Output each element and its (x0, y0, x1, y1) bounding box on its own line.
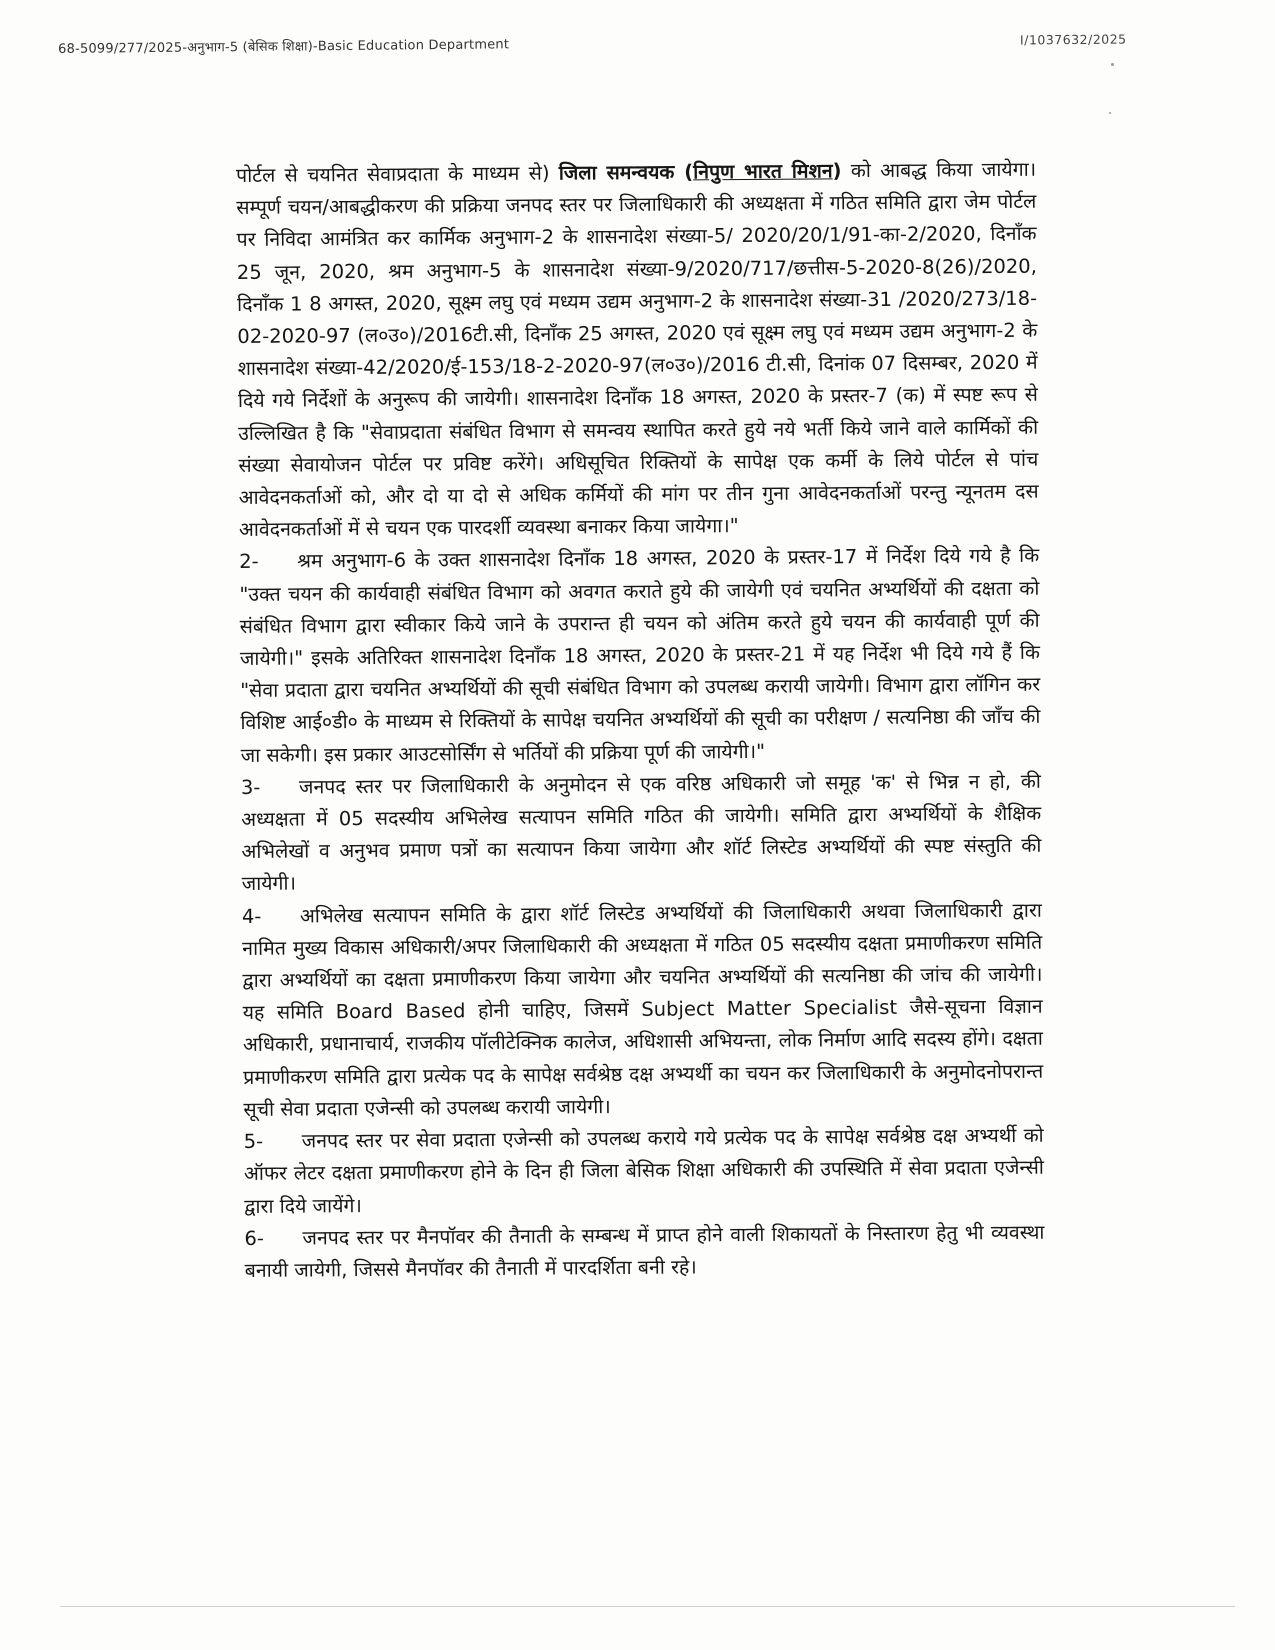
scan-speck (1111, 63, 1114, 66)
letter-body (236, 154, 1045, 1287)
paragraph-4 (242, 894, 1044, 1126)
paragraph-text: श्रम अनुभाग-6 के उक्त शासनादेश दिनाँक 18 अगस्त, 2020 के प्रस्तर-17 में निर्देश दिये गये है कि "उक्त चयन की कार्यवाही संबंधित विभाग को अवगत कराते हुये की जायेगी एवं चयनित अभ्यर्थियों की दक्षता को संबंधित विभाग द्वारा स्वीकार किये जाने के उपरान्त ही चयन को अंतिम करते हुये चयन की कार्यवाही पूर्ण की जायेगी।" इसके अतिरिक्त शासनादेश दिनाँक 18 अगस्त, 2020 के प्रस्तर-21 में यह निर्देश भी दिये गये हैं कि "सेवा प्रदाता द्वारा चयनित अभ्यर्थियों की सूची संबंधित विभाग को उपलब्ध करायी जायेगी। विभाग द्वारा लॉगिन कर विशिष्ट आई०डी० के माध्यम से रिक्तियों के सापेक्ष चयनित अभ्यर्थियों की सूची का परीक्षण / सत्यनिष्ठा की जाँच की जा सकेगी। इस प्रकार आउटसोर्सिंग से भर्तियों की प्रक्रिया पूर्ण की जायेगी।" (239, 544, 1041, 767)
paragraph-number: 6- (244, 1226, 265, 1250)
paragraph-number: 3- (240, 775, 261, 799)
intro-paragraph (236, 154, 1039, 547)
paragraph-text: जनपद स्तर पर जिलाधिकारी के अनुमोदन से एक वरिष्ठ अधिकारी जो समूह 'क' से भिन्न न हो, की अध्यक्षता में 05 सदस्यीय अभिलेख सत्यापन समिति गठित की जायेगी। समिति द्वारा अभ्यर्थियों के शैक्षिक अभिलेखों व अनुभव प्रमाण पत्रों का सत्यापन किया जायेगा और शॉर्ट लिस्टेड अभ्यर्थियों की स्पष्ट संस्तुति की जायेगी। (241, 769, 1042, 896)
intro-text-start: पोर्टल से चयनित सेवाप्रदाता के माध्यम से) (236, 161, 559, 187)
paragraph-5 (244, 1120, 1045, 1223)
paragraph-3 (241, 766, 1042, 901)
paragraph-number: 5- (243, 1129, 264, 1154)
intro-bold-start: जिला समन्वयक ( (558, 160, 694, 185)
paragraph-number: 4- (241, 904, 262, 928)
intro-text-rest: को आबद्ध किया जायेगा। सम्पूर्ण चयन/आबद्धीकरण की प्रक्रिया जनपद स्तर पर जिलाधिकारी की अध्यक्षता में गठित समिति द्वारा जेम पोर्टल पर निविदा आमंत्रित कर कार्मिक अनुभाग-2 के शासनादेश संख्या-5/ 2020/20/1/91-का-2/2020, दिनाँक 25 जून, 2020, श्रम अनुभाग-5 के शासनादेश संख्या-9/2020/717/छत्तीस-5-2020-8(26)/2020, दिनाँक 1 8 अगस्त, 2020, सूक्ष्म लघु एवं मध्यम उद्यम अनुभाग-2 के शासनादेश संख्या-31 /2020/273/18-02-2020-97 (ल०उ०)/2016टी.सी, दिनाँक 25 अगस्त, 2020 एवं सूक्ष्म लघु एवं मध्यम उद्यम अनुभाग-2 के शासनादेश संख्या-42/2020/ई-153/18-2-2020-97(ल०उ०)/2016 टी.सी, दिनांक 07 दिसम्बर, 2020 में दिये गये निर्देशों के अनुरूप की जायेगी। शासनादेश दिनाँक 18 अगस्त, 2020 के प्रस्तर-7 (क) में स्पष्ट रूप से उल्लिखित है कि "सेवाप्रदाता संबंधित विभाग से समन्वय स्थापित करते हुये नये भर्ती किये जाने वाले कार्मिकों की संख्या सेवायोजन पोर्टल पर प्रविष्ट करेंगे। अधिसूचित रिक्तियों के सापेक्ष एक कर्मी के लिये पोर्टल से पांच आवेदनकर्ताओं को, और दो या दो से अधिक कर्मियों की मांग पर तीन गुना आवेदनकर्ताओं परन्तु न्यूनतम दस आवेदनकर्ताओं में से चयन एक पारदर्शी व्यवस्था बनाकर किया जायेगा।" (236, 157, 1039, 542)
file-reference: 68-5099/277/2025-अनुभाग-5 (बेसिक शिक्षा)-Basic Education Department (58, 37, 510, 57)
scan-edge-line (60, 1606, 1235, 1607)
mission-name: निपुण भारत मिशन (693, 159, 833, 184)
paragraph-text: जनपद स्तर पर सेवा प्रदाता एजेन्सी को उपलब्ध कराये गये प्रत्येक पद के सापेक्ष सर्वश्रेष्ठ दक्ष अभ्यर्थी को ऑफर लेटर दक्षता प्रमाणीकरण होने के दिन ही जिला बेसिक शिक्षा अधिकारी की उपस्थिति में सेवा प्रदाता एजेन्सी द्वारा दिये जायेंगे। (243, 1123, 1045, 1218)
scan-speck (1109, 112, 1111, 114)
paragraph-6 (244, 1216, 1044, 1287)
paragraph-text: जनपद स्तर पर मैनपॉवर की तैनाती के सम्बन्ध में प्राप्त होने वाली शिकायतों के निस्तारण हेतु भी व्यवस्था बनायी जायेगी, जिससे मैनपॉवर की तैनाती में पारदर्शिता बनी रहे। (244, 1220, 1045, 1282)
document-number: I/1037632/2025 (1020, 31, 1128, 48)
paragraph-number: 2- (239, 550, 259, 574)
intro-bold-end: ) (832, 159, 842, 183)
paragraph-2 (239, 540, 1041, 772)
paragraph-text: अभिलेख सत्यापन समिति के द्वारा शॉर्ट लिस्टेड अभ्यर्थियों की जिलाधिकारी अथवा जिलाधिकारी द्वारा नामित मुख्य विकास अधिकारी/अपर जिलाधिकारी की अध्यक्षता में गठित 05 सदस्यीय दक्षता प्रमाणीकरण समिति द्वारा अभ्यर्थियों का दक्षता प्रमाणीकरण किया जायेगा और चयनित अभ्यर्थियों की सत्यनिष्ठा की जांच की जायेगी। यह समिति Board Based होनी चाहिए, जिसमें Subject Matter Specialist जैसे-सूचना विज्ञान अधिकारी, प्रधानाचार्य, राजकीय पॉलीटेक्निक कालेज, अधिशासी अभियन्ता, लोक निर्माण आदि सदस्य होंगे। दक्षता प्रमाणीकरण समिति द्वारा प्रत्येक पद के सापेक्ष सर्वश्रेष्ठ दक्ष अभ्यर्थी का चयन कर जिलाधिकारी के अनुमोदनोपरान्त सूची सेवा प्रदाता एजेन्सी को उपलब्ध करायी जायेगी। (242, 898, 1044, 1121)
